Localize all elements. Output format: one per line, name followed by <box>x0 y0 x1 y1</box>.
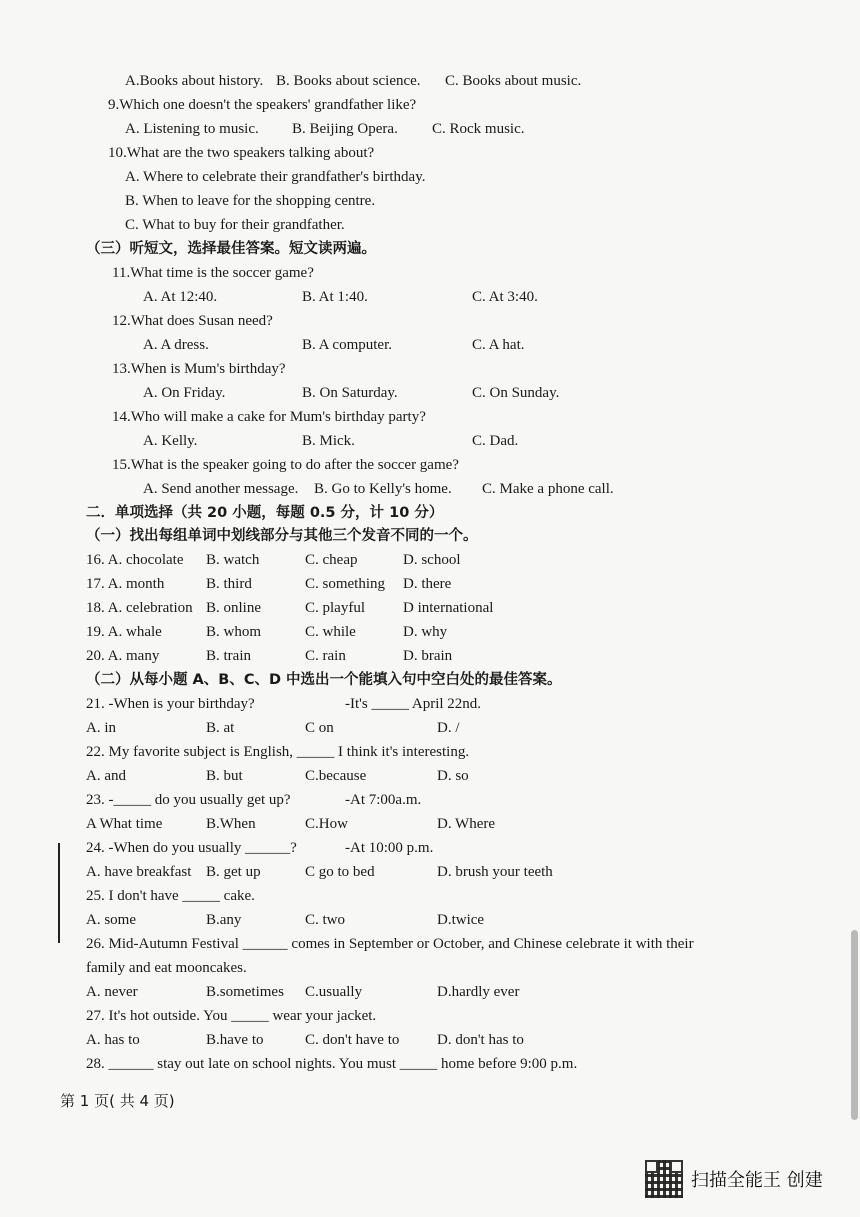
q26-option-c: C.usually <box>305 984 363 1000</box>
q15-option-b: B. Go to Kelly's home. <box>314 481 452 497</box>
q24-option-d: D. brush your teeth <box>437 864 553 880</box>
scanner-watermark <box>645 1160 823 1198</box>
q11-question: 11.What time is the soccer game? <box>112 265 314 281</box>
q10-option-b: B. When to leave for the shopping centre. <box>125 193 376 209</box>
q21-answer-prompt: -It's _____ April 22nd. <box>345 696 482 712</box>
margin-line <box>58 843 60 943</box>
q15-option-c: C. Make a phone call. <box>482 481 614 497</box>
q21-option-d: D. / <box>437 720 460 736</box>
q25-option-d: D.twice <box>437 912 485 928</box>
q22-option-c: C.because <box>305 768 367 784</box>
qr-code-icon <box>645 1160 683 1198</box>
q26-option-b: B.sometimes <box>206 984 284 1000</box>
q8-option-a: A.Books about history. <box>125 73 264 89</box>
q22-option-a: A. and <box>86 768 126 784</box>
q12-option-c: C. A hat. <box>472 337 525 353</box>
q9-option-a: A. Listening to music. <box>125 121 259 137</box>
q19-option-c: C. while <box>305 624 356 640</box>
part-2-sub-2-heading: （二）从每小题 A、B、C、D 中选出一个能填入句中空白处的最佳答案。 <box>86 672 562 688</box>
q18-option-c: C. playful <box>305 600 365 616</box>
q24-option-b: B. get up <box>206 864 261 880</box>
q17-option-a: 17. A. month <box>86 576 165 592</box>
q15-question: 15.What is the speaker going to do after the soccer game? <box>112 457 459 473</box>
q17-option-d: D. there <box>403 576 452 592</box>
q21-question: 21. -When is your birthday? <box>86 696 255 712</box>
q14-option-c: C. Dad. <box>472 433 519 449</box>
q13-option-c: C. On Sunday. <box>472 385 560 401</box>
q27-option-c: C. don't have to <box>305 1032 400 1048</box>
q17-option-b: B. third <box>206 576 252 592</box>
q27-question: 27. It's hot outside. You _____ wear your jacket. <box>86 1008 377 1024</box>
q22-option-b: B. but <box>206 768 243 784</box>
q27-option-b: B.have to <box>206 1032 264 1048</box>
q10-question: 10.What are the two speakers talking about? <box>108 145 375 161</box>
q9-option-c: C. Rock music. <box>432 121 525 137</box>
part-2-heading: 二．单项选择（共 20 小题，每题 0.5 分，计 10 分） <box>86 505 444 521</box>
q27-option-a: A. has to <box>86 1032 140 1048</box>
q10-option-c: C. What to buy for their grandfather. <box>125 217 345 233</box>
q14-option-b: B. Mick. <box>302 433 355 449</box>
q13-option-a: A. On Friday. <box>143 385 226 401</box>
q12-question: 12.What does Susan need? <box>112 313 273 329</box>
q16-option-a: 16. A. chocolate <box>86 552 184 568</box>
q11-option-c: C. At 3:40. <box>472 289 538 305</box>
q20-option-d: D. brain <box>403 648 453 664</box>
q11-option-a: A. At 12:40. <box>143 289 218 305</box>
q19-option-d: D. why <box>403 624 448 640</box>
q16-option-c: C. cheap <box>305 552 358 568</box>
q16-option-d: D. school <box>403 552 461 568</box>
q18-option-d: D international <box>403 600 494 616</box>
q27-option-d: D. don't has to <box>437 1032 524 1048</box>
q24-question: 24. -When do you usually ______? <box>86 840 297 856</box>
q13-option-b: B. On Saturday. <box>302 385 398 401</box>
q26-question-continued: family and eat mooncakes. <box>86 960 247 976</box>
q9-option-b: B. Beijing Opera. <box>292 121 398 137</box>
q26-option-d: D.hardly ever <box>437 984 520 1000</box>
q20-option-b: B. train <box>206 648 251 664</box>
q25-option-c: C. two <box>305 912 346 928</box>
section-3-heading: （三）听短文，选择最佳答案。短文读两遍。 <box>86 241 376 257</box>
q21-option-b: B. at <box>206 720 235 736</box>
q19-option-b: B. whom <box>206 624 262 640</box>
q14-option-a: A. Kelly. <box>143 433 198 449</box>
q23-answer-prompt: -At 7:00a.m. <box>345 792 422 808</box>
q23-option-b: B.When <box>206 816 256 832</box>
part-2-sub-1-heading: （一）找出每组单词中划线部分与其他三个发音不同的一个。 <box>86 528 478 544</box>
q14-question: 14.Who will make a cake for Mum's birthday party? <box>112 409 426 425</box>
q25-option-b: B.any <box>206 912 242 928</box>
q20-option-a: 20. A. many <box>86 648 160 664</box>
q15-option-a: A. Send another message. <box>143 481 299 497</box>
q23-option-d: D. Where <box>437 816 496 832</box>
q18-option-a: 18. A. celebration <box>86 600 193 616</box>
q10-option-a: A. Where to celebrate their grandfather's birthday. <box>125 169 426 185</box>
q24-answer-prompt: -At 10:00 p.m. <box>345 840 434 856</box>
q23-option-c: C.How <box>305 816 348 832</box>
watermark-text: 扫描全能王 创建 <box>691 1170 823 1191</box>
q19-option-a: 19. A. whale <box>86 624 162 640</box>
q23-option-a: A What time <box>86 816 163 832</box>
q28-question: 28. ______ stay out late on school nights. You must _____ home before 9:00 p.m. <box>86 1056 578 1072</box>
q24-option-c: C go to bed <box>305 864 375 880</box>
q17-option-c: C. something <box>305 576 386 592</box>
q11-option-b: B. At 1:40. <box>302 289 368 305</box>
q25-option-a: A. some <box>86 912 136 928</box>
q18-option-b: B. online <box>206 600 261 616</box>
q8-option-b: B. Books about science. <box>276 73 421 89</box>
q26-option-a: A. never <box>86 984 138 1000</box>
vertical-scrollbar[interactable] <box>851 930 858 1120</box>
q23-question: 23. -_____ do you usually get up? <box>86 792 291 808</box>
q12-option-b: B. A computer. <box>302 337 392 353</box>
q25-question: 25. I don't have _____ cake. <box>86 888 255 904</box>
q26-question: 26. Mid-Autumn Festival ______ comes in September or October, and Chinese celebrate it with their <box>86 936 694 952</box>
q21-option-a: A. in <box>86 720 116 736</box>
q20-option-c: C. rain <box>305 648 346 664</box>
q22-question: 22. My favorite subject is English, _____ I think it's interesting. <box>86 744 470 760</box>
q21-option-c: C on <box>305 720 334 736</box>
q22-option-d: D. so <box>437 768 469 784</box>
q8-option-c: C. Books about music. <box>445 73 582 89</box>
q12-option-a: A. A dress. <box>143 337 209 353</box>
page-footer: 第 1 页( 共 4 页) <box>60 1092 175 1110</box>
q24-option-a: A. have breakfast <box>86 864 192 880</box>
q9-question: 9.Which one doesn't the speakers' grandfather like? <box>108 97 417 113</box>
q13-question: 13.When is Mum's birthday? <box>112 361 286 377</box>
q16-option-b: B. watch <box>206 552 260 568</box>
